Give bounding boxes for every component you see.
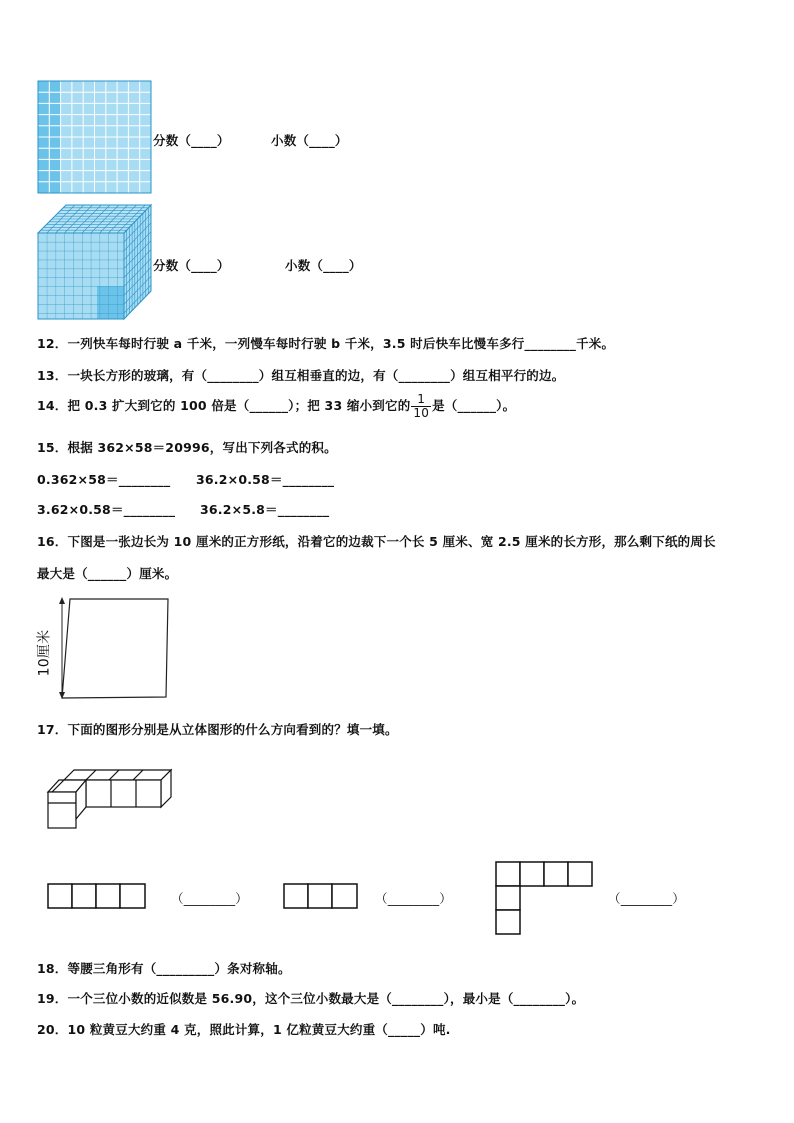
view-figure-1 [47, 882, 149, 910]
q15-item-1: 0.362×58＝________ [37, 472, 171, 487]
dimension-label-10cm: 10厘米 [36, 629, 53, 677]
thousand-cube-figure [37, 204, 153, 320]
square-paper-figure [36, 594, 176, 702]
question-18: 18．等腰三角形有（_________）条对称轴。 [37, 961, 291, 976]
fraction-numerator: 1 [417, 392, 426, 406]
view-figure-3 [494, 859, 594, 937]
question-14-after: 是（______）。 [432, 398, 516, 413]
cube-stack-figure [44, 766, 174, 832]
q11-fraction-label-1: 分数（____） [153, 133, 230, 148]
question-12: 12．一列快车每时行驶 a 千米，一列慢车每时行驶 b 千米，3.5 时后快车比慢车多行________千米。 [37, 336, 615, 351]
question-14 [37, 393, 515, 420]
view-figure-2 [283, 882, 361, 910]
fraction-denominator: 10 [413, 406, 430, 420]
q11-decimal-label-2: 小数（____） [285, 258, 362, 273]
question-20: 20．10 粒黄豆大约重 4 克，照此计算，1 亿粒黄豆大约重（_____）吨. [37, 1022, 451, 1037]
q17-blank-3: （________） [608, 891, 686, 906]
q15-item-4: 36.2×5.8＝________ [200, 502, 330, 517]
q15-item-2: 36.2×0.58＝________ [196, 472, 335, 487]
q11-decimal-label-1: 小数（____） [271, 133, 348, 148]
question-14-before: 14．把 0.3 扩大到它的 100 倍是（______）；把 33 缩小到它的 [37, 398, 411, 413]
question-16-line1: 16．下图是一张边长为 10 厘米的正方形纸，沿着它的边裁下一个长 5 厘米、宽 2.5 厘米的长方形，那么剩下纸的周长 [37, 534, 716, 549]
q17-blank-1: （________） [171, 891, 249, 906]
q15-item-3: 3.62×0.58＝________ [37, 502, 176, 517]
hundred-grid-figure [37, 80, 153, 195]
question-16-line2: 最大是（______）厘米。 [37, 566, 178, 581]
question-13: 13．一块长方形的玻璃，有（________）组互相垂直的边，有（________）组互相平行的边。 [37, 368, 565, 383]
question-19: 19．一个三位小数的近似数是 56.90，这个三位小数最大是（________），最小是（________）。 [37, 991, 585, 1006]
question-15-intro: 15．根据 362×58＝20996，写出下列各式的积。 [37, 440, 337, 455]
q17-blank-2: （________） [375, 891, 453, 906]
question-17: 17．下面的图形分别是从立体图形的什么方向看到的？填一填。 [37, 722, 398, 737]
fraction-one-tenth [411, 393, 431, 420]
q11-fraction-label-2: 分数（____） [153, 258, 230, 273]
